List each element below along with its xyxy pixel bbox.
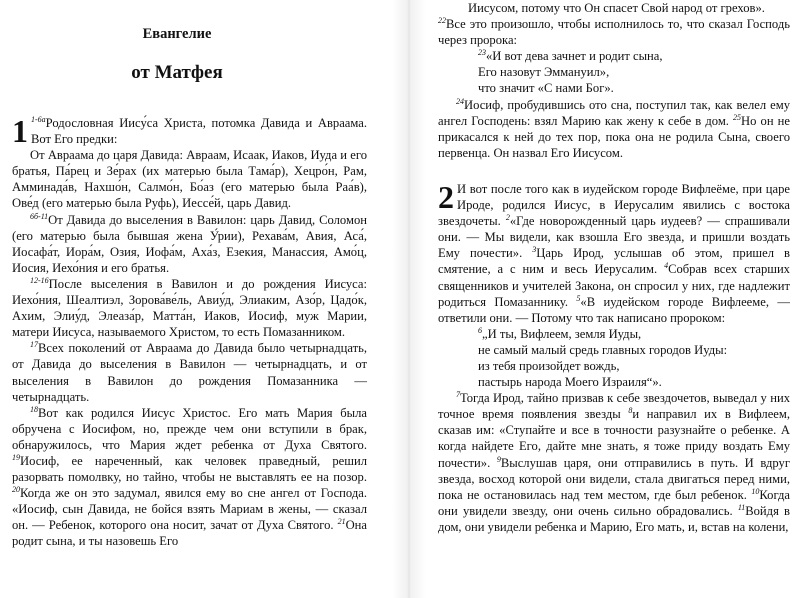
poem-line: из тебя произойдет вождь, [478,358,620,373]
verse-ref: 17 [30,340,38,350]
verse-ref: 23 [478,48,486,58]
verse-ref: 21 [337,517,346,527]
chapter-gap [438,161,790,181]
poem-line: пастырь народа Моего Израиля“». [478,375,662,390]
left-page-text [12,115,367,550]
right-page [438,0,790,598]
paragraph [12,276,367,340]
verse-text: Войдя в дом, они увидели ребенка и Марию, Его мать, и, встав на колени, [438,503,790,534]
verse-text: Она родит сына, и ты назовешь Его [12,518,367,549]
book-gutter [392,0,426,598]
verse-ref: 19 [12,452,20,462]
verse-text: Когда они увидели звезду, они очень сильно обрадовались. [438,487,790,518]
verse-text: «Где новорожденный царь иудеев? — спрашивали они. — Мы видели, как взошла Его звезда, и пришли воздать Ему почести». [438,214,790,261]
verse-ref: 6б-11 [30,211,49,221]
verse-text: Иосиф, пробудившись ото сна, поступил так, как велел ему ангел Господень: взял Марию как жену к себе в дом. [438,97,790,128]
poem-line [438,326,790,342]
verse-ref: 25 [733,112,742,122]
verse-text: После выселения в Вавилон и до рождения Иисуса: Иехо́ния, Шеалтиэл, Зорова́ве́ль, Авиу́д, Элиаким, Азо́р, Цадо́к, Ахим, Элиу́д, Элеаза́р, Матта́н, Иаков, Иосиф, муж Марии, матери Иисуса, называемого Христом, то есть Помазанником. [12,276,367,340]
paragraph [12,212,367,276]
verse-text: Иосиф, ее нареченный, как человек праведный, решил разорвать помолвку, но тайно, чтобы не выставлять ее на позор. [12,453,367,485]
verse-ref: 12-16 [30,275,49,285]
verse-text: Всех поколений от Авраама до Давида было четырнадцать, от Давида до выселения в Вавилон — четырнадцать, и от выселения в Вавилон до рождения Помазанника — четырнадцать. [12,341,367,404]
verse-text: Все это произошло, чтобы исполнилось то, что сказал Господь через пророка: [438,17,790,48]
right-page-text [438,0,790,535]
chapter-number-2: 2 [438,178,454,215]
verse-text: и направил их в Вифлеем, сказав им: «Ступайте и все в точности разузнайте о ребенке. А когда найдете Его, дайте мне знать, я тоже приду воздать Ему почести». [438,407,790,470]
verse-ref: 20 [12,484,20,494]
left-page [12,0,378,598]
verse-ref: 10 [751,486,760,496]
poem-line: Его назовут Эммануил», [478,65,610,80]
verse-ref: 5 [576,293,581,303]
verse-text: От Давида до выселения в Вавилон: царь Давид, Соломон (его матерью была бывшая жена У́рии), Рехава́м, Авия, Аса́, Иосафа́т, Иора́м, Озия, Иофа́м, Аха́з, Езекия, Манассия, Амо́ц, Иосия, Иехо́ния и его братья. [12,212,367,275]
continuation-line: Иисусом, потому что Он спасет Свой народ от грехов». [468,1,765,15]
poem-text: „И ты, Вифлеем, земля Иуды, [482,326,642,341]
verse-text: Вот как родился Иисус Христос. Его мать Мария была обручена с Иосифом, но, прежде чем они вступили в брак, обнаружилось, что Мария ждет ребенка от Духа Святого. [12,405,367,452]
verse-ref: 11 [737,502,746,512]
poem-line [438,48,790,64]
paragraph [12,340,367,404]
verse-text: И вот после того как в иудейском городе Вифлеёме, при царе Ироде, родился Иисус, в Иерусалим явились с востока звездочеты. [438,181,790,229]
verse-ref: 3 [532,245,537,255]
verse-ref: 9 [496,454,501,464]
poem-text: «И вот дева зачнет и родит сына, [486,49,663,64]
verse-text: Тогда Ирод, тайно призвав к себе звездочетов, выведал у них точное время появления звезды [438,391,790,422]
book-title-line2: от Матфея [131,62,223,83]
verse-text: «В иудейском городе Вифлееме, — ответили они. — Потому что так написано пророком: [438,294,790,325]
poem-line: не самый малый средь главных городов Иуды: [478,342,728,357]
chapter-number-1: 1 [12,113,28,149]
verse-text: Собрав всех старших священников и учителей Закона, он спросил у них, где надлежит родиться Помазаннику. [438,262,790,309]
verse-ref: 1-6а [31,114,46,124]
paragraph [438,390,790,535]
verse-ref: 2 [505,212,510,222]
paragraph [438,97,790,161]
verse-ref: 22 [438,15,446,25]
paragraph: От Авраама до царя Давида: Авраам, Исаак, Иаков, Иуда и его братья, Па́рец и Зе́рах (их матерью была Тама́р), Хецро́н, Рам, Амминада́в, Нахшо́н, Салмо́н, Бо́аз (его матерью была Раа́в), Ове́д (его матерью была Руфь), Иессе́й, царь Давид. [12,148,367,211]
verse-text: Когда же он это задумал, явился ему во сне ангел от Господа. «Иосиф, сын Давида, не бойся взять Мариам в жены, — сказал он. — Ребенок, которого она носит, зачат от Духа Святого. [12,486,367,533]
verse-ref: 6 [478,325,482,335]
chapter2-opening [438,178,790,326]
paragraph [438,16,790,48]
verse-ref: 24 [456,96,464,106]
paragraph [12,405,367,550]
book-title-line1: Евангелие [142,26,212,42]
chapter1-opening [12,115,367,147]
verse-text: Царь Ирод, услышав об этом, пришел в смятение, а с ним и весь Иерусалим. [438,246,790,277]
verse-text: Родословная Иису́са Христа, потомка Давида и Авраама. Вот Его предки: [31,116,367,147]
poem-line: что значит «С нами Бог». [478,81,614,96]
verse-ref: 7 [456,389,460,399]
verse-text: Но он не прикасался к ней до тех пор, пока она не родила Сына, своего первенца. Он назвал Его Иисусом. [438,113,790,160]
verse-ref: 4 [664,261,669,271]
verse-ref: 8 [628,406,633,416]
verse-text: Выслушав царя, они отправились в путь. И вдруг звезда, восход которой они видели, стала двигаться перед ними, пока не остановилась над тем местом, где был ребенок. [438,455,790,502]
verse-ref: 18 [30,404,38,414]
